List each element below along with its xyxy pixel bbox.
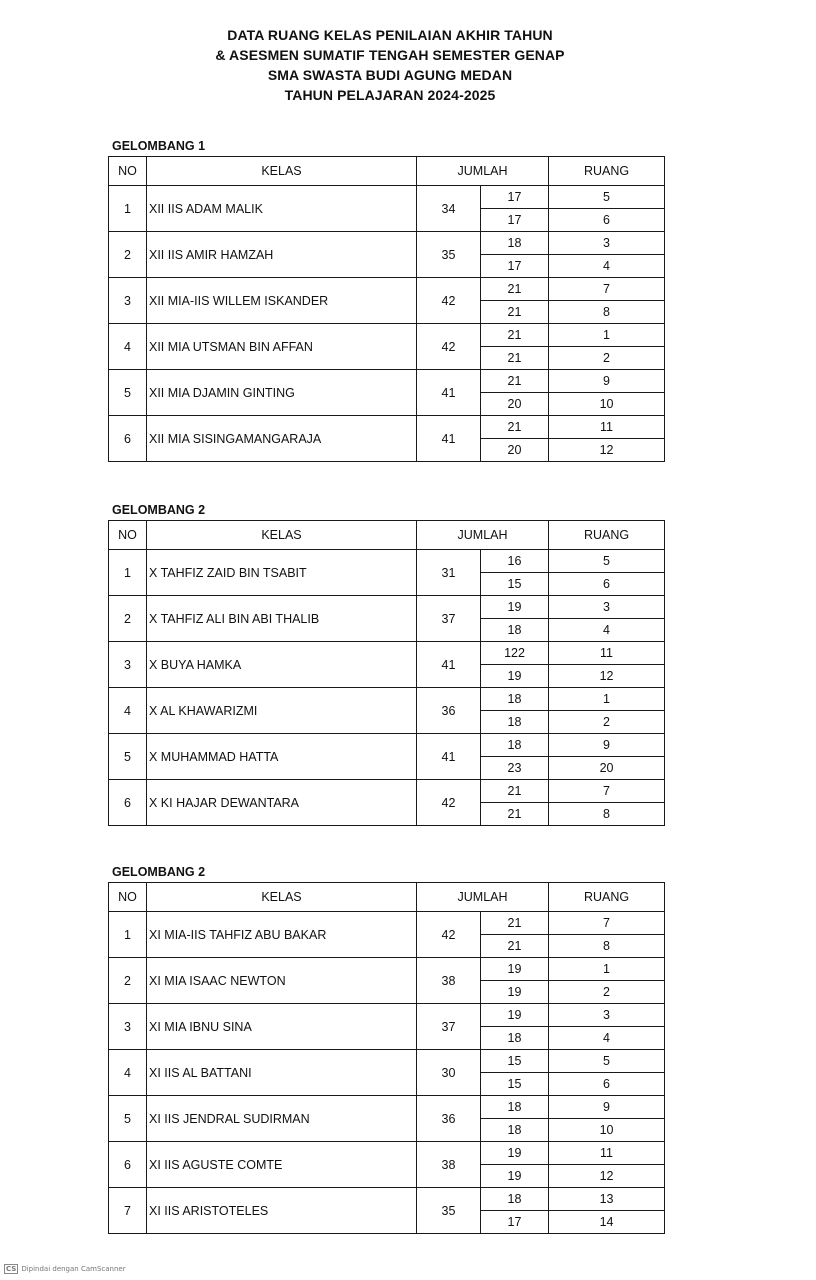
cell-jumlah-part: 15	[481, 573, 549, 596]
table-row	[109, 1050, 665, 1073]
cell-kelas: XII IIS ADAM MALIK	[147, 186, 417, 232]
room-table	[108, 156, 665, 462]
cell-ruang: 12	[549, 665, 665, 688]
cell-ruang: 1	[549, 324, 665, 347]
cell-ruang: 2	[549, 347, 665, 370]
cell-jumlah-part: 18	[481, 232, 549, 255]
cell-no: 1	[109, 912, 147, 958]
cell-jumlah-total: 37	[417, 1004, 481, 1050]
cell-jumlah-total: 35	[417, 232, 481, 278]
cell-kelas: X AL KHAWARIZMI	[147, 688, 417, 734]
cell-jumlah-part: 21	[481, 912, 549, 935]
cell-ruang: 4	[549, 255, 665, 278]
cell-no: 1	[109, 550, 147, 596]
table-row	[109, 550, 665, 573]
cell-ruang: 11	[549, 642, 665, 665]
cell-ruang: 8	[549, 803, 665, 826]
cell-kelas: XI IIS JENDRAL SUDIRMAN	[147, 1096, 417, 1142]
cell-jumlah-part: 20	[481, 439, 549, 462]
cell-jumlah-part: 19	[481, 981, 549, 1004]
cell-ruang: 14	[549, 1211, 665, 1234]
cell-jumlah-part: 18	[481, 1096, 549, 1119]
cell-no: 7	[109, 1188, 147, 1234]
cell-jumlah-part: 21	[481, 370, 549, 393]
cell-kelas: XI MIA ISAAC NEWTON	[147, 958, 417, 1004]
cell-jumlah-part: 21	[481, 416, 549, 439]
table-row	[109, 278, 665, 301]
cell-ruang: 13	[549, 1188, 665, 1211]
cell-ruang: 4	[549, 619, 665, 642]
cell-jumlah-part: 17	[481, 1211, 549, 1234]
cell-jumlah-total: 41	[417, 734, 481, 780]
cell-jumlah-part: 122	[481, 642, 549, 665]
cell-no: 5	[109, 370, 147, 416]
cell-ruang: 7	[549, 912, 665, 935]
cell-ruang: 3	[549, 596, 665, 619]
cell-ruang: 5	[549, 550, 665, 573]
cell-no: 5	[109, 1096, 147, 1142]
cell-no: 3	[109, 278, 147, 324]
section-label: GELOMBANG 2	[112, 503, 206, 517]
cell-jumlah-part: 18	[481, 619, 549, 642]
cell-kelas: X TAHFIZ ZAID BIN TSABIT	[147, 550, 417, 596]
table-row	[109, 642, 665, 665]
cell-kelas: XI IIS ARISTOTELES	[147, 1188, 417, 1234]
table-row	[109, 186, 665, 209]
cell-kelas: XII MIA UTSMAN BIN AFFAN	[147, 324, 417, 370]
table-body	[109, 550, 665, 826]
table-row	[109, 734, 665, 757]
cell-ruang: 5	[549, 186, 665, 209]
cell-kelas: XII MIA SISINGAMANGARAJA	[147, 416, 417, 462]
header-kelas: KELAS	[147, 883, 417, 912]
room-table	[108, 520, 665, 826]
cell-jumlah-total: 41	[417, 370, 481, 416]
table-row	[109, 1142, 665, 1165]
header-no: NO	[109, 883, 147, 912]
table-row	[109, 958, 665, 981]
cell-kelas: XI IIS AGUSTE COMTE	[147, 1142, 417, 1188]
cell-kelas: XII IIS AMIR HAMZAH	[147, 232, 417, 278]
table-row	[109, 688, 665, 711]
cell-ruang: 20	[549, 757, 665, 780]
cell-jumlah-total: 38	[417, 1142, 481, 1188]
cell-jumlah-part: 21	[481, 278, 549, 301]
cell-jumlah-total: 42	[417, 278, 481, 324]
cell-ruang: 8	[549, 935, 665, 958]
cell-ruang: 1	[549, 688, 665, 711]
page-title	[0, 25, 780, 105]
section-gelombang-2	[108, 500, 664, 826]
room-table	[108, 882, 665, 1234]
cell-ruang: 11	[549, 416, 665, 439]
cell-no: 3	[109, 642, 147, 688]
table-row	[109, 596, 665, 619]
table-row	[109, 912, 665, 935]
title-line-4: TAHUN PELAJARAN 2024-2025	[284, 87, 496, 103]
header-kelas: KELAS	[147, 521, 417, 550]
cell-no: 2	[109, 958, 147, 1004]
cell-jumlah-part: 17	[481, 255, 549, 278]
cell-jumlah-part: 19	[481, 1165, 549, 1188]
cell-no: 6	[109, 1142, 147, 1188]
cell-jumlah-part: 21	[481, 935, 549, 958]
cell-jumlah-part: 21	[481, 780, 549, 803]
cell-jumlah-part: 18	[481, 711, 549, 734]
cell-no: 2	[109, 596, 147, 642]
header-jumlah: JUMLAH	[417, 157, 549, 186]
cell-kelas: X BUYA HAMKA	[147, 642, 417, 688]
cell-ruang: 12	[549, 1165, 665, 1188]
cell-jumlah-part: 21	[481, 347, 549, 370]
cell-jumlah-total: 38	[417, 958, 481, 1004]
cell-jumlah-total: 42	[417, 780, 481, 826]
cell-kelas: XII MIA DJAMIN GINTING	[147, 370, 417, 416]
cell-jumlah-total: 30	[417, 1050, 481, 1096]
cell-jumlah-total: 36	[417, 1096, 481, 1142]
table-header-row	[109, 883, 665, 912]
table-row	[109, 1004, 665, 1027]
section-label: GELOMBANG 1	[112, 139, 206, 153]
cell-jumlah-part: 18	[481, 688, 549, 711]
scanner-watermark	[4, 1264, 126, 1274]
cell-ruang: 3	[549, 232, 665, 255]
cell-jumlah-part: 18	[481, 1119, 549, 1142]
cell-ruang: 11	[549, 1142, 665, 1165]
cell-jumlah-part: 19	[481, 1142, 549, 1165]
header-ruang: RUANG	[549, 883, 665, 912]
title-line-2: & ASESMEN SUMATIF TENGAH SEMESTER GENAP	[215, 47, 565, 63]
cell-jumlah-part: 19	[481, 596, 549, 619]
section-label: GELOMBANG 2	[112, 865, 206, 879]
table-row	[109, 416, 665, 439]
header-no: NO	[109, 157, 147, 186]
cell-no: 6	[109, 416, 147, 462]
cell-jumlah-part: 21	[481, 301, 549, 324]
cell-ruang: 2	[549, 711, 665, 734]
scanner-text: Dipindai dengan CamScanner	[21, 1265, 126, 1273]
cell-ruang: 6	[549, 1073, 665, 1096]
cell-no: 5	[109, 734, 147, 780]
cell-jumlah-total: 42	[417, 324, 481, 370]
cell-jumlah-part: 21	[481, 324, 549, 347]
table-row	[109, 324, 665, 347]
table-body	[109, 912, 665, 1234]
cell-ruang: 10	[549, 1119, 665, 1142]
cell-jumlah-total: 37	[417, 596, 481, 642]
cell-jumlah-part: 19	[481, 958, 549, 981]
table-row	[109, 370, 665, 393]
cell-ruang: 6	[549, 209, 665, 232]
table-header-row	[109, 157, 665, 186]
cell-jumlah-part: 18	[481, 1188, 549, 1211]
cell-jumlah-total: 31	[417, 550, 481, 596]
cell-no: 1	[109, 186, 147, 232]
cell-ruang: 4	[549, 1027, 665, 1050]
title-line-3: SMA SWASTA BUDI AGUNG MEDAN	[267, 67, 513, 83]
cell-jumlah-part: 17	[481, 209, 549, 232]
cell-jumlah-part: 16	[481, 550, 549, 573]
cell-jumlah-total: 34	[417, 186, 481, 232]
cell-kelas: XI MIA IBNU SINA	[147, 1004, 417, 1050]
cell-jumlah-total: 41	[417, 642, 481, 688]
section-gelombang-2-xi	[108, 862, 664, 1234]
cell-jumlah-total: 42	[417, 912, 481, 958]
cell-no: 4	[109, 1050, 147, 1096]
cell-ruang: 2	[549, 981, 665, 1004]
cell-kelas: X MUHAMMAD HATTA	[147, 734, 417, 780]
header-jumlah: JUMLAH	[417, 521, 549, 550]
cell-jumlah-part: 23	[481, 757, 549, 780]
cell-no: 3	[109, 1004, 147, 1050]
cell-jumlah-part: 18	[481, 734, 549, 757]
cell-no: 2	[109, 232, 147, 278]
cell-ruang: 6	[549, 573, 665, 596]
cell-ruang: 9	[549, 370, 665, 393]
table-row	[109, 780, 665, 803]
cell-ruang: 10	[549, 393, 665, 416]
cell-jumlah-part: 21	[481, 803, 549, 826]
header-ruang: RUANG	[549, 521, 665, 550]
cell-jumlah-part: 15	[481, 1073, 549, 1096]
title-line-1: DATA RUANG KELAS PENILAIAN AKHIR TAHUN	[227, 27, 553, 43]
cell-jumlah-total: 35	[417, 1188, 481, 1234]
cell-ruang: 7	[549, 780, 665, 803]
cell-no: 4	[109, 324, 147, 370]
section-gelombang-1	[108, 136, 664, 462]
cell-kelas: X TAHFIZ ALI BIN ABI THALIB	[147, 596, 417, 642]
cell-ruang: 12	[549, 439, 665, 462]
cell-ruang: 3	[549, 1004, 665, 1027]
header-no: NO	[109, 521, 147, 550]
cell-jumlah-part: 17	[481, 186, 549, 209]
table-row	[109, 232, 665, 255]
cell-jumlah-part: 19	[481, 665, 549, 688]
cell-ruang: 1	[549, 958, 665, 981]
cell-ruang: 9	[549, 734, 665, 757]
cell-no: 6	[109, 780, 147, 826]
cell-jumlah-part: 15	[481, 1050, 549, 1073]
cell-kelas: XI IIS AL BATTANI	[147, 1050, 417, 1096]
cell-ruang: 8	[549, 301, 665, 324]
header-kelas: KELAS	[147, 157, 417, 186]
cell-ruang: 9	[549, 1096, 665, 1119]
cell-kelas: XI MIA-IIS TAHFIZ ABU BAKAR	[147, 912, 417, 958]
header-jumlah: JUMLAH	[417, 883, 549, 912]
cell-no: 4	[109, 688, 147, 734]
header-ruang: RUANG	[549, 157, 665, 186]
table-header-row	[109, 521, 665, 550]
cell-ruang: 5	[549, 1050, 665, 1073]
table-row	[109, 1188, 665, 1211]
table-row	[109, 1096, 665, 1119]
cell-ruang: 7	[549, 278, 665, 301]
cell-jumlah-part: 19	[481, 1004, 549, 1027]
cell-jumlah-total: 36	[417, 688, 481, 734]
cell-jumlah-total: 41	[417, 416, 481, 462]
cell-jumlah-part: 18	[481, 1027, 549, 1050]
camscanner-logo: CS	[6, 1265, 17, 1273]
cell-kelas: X KI HAJAR DEWANTARA	[147, 780, 417, 826]
cell-jumlah-part: 20	[481, 393, 549, 416]
table-body	[109, 186, 665, 462]
cell-kelas: XII MIA-IIS WILLEM ISKANDER	[147, 278, 417, 324]
